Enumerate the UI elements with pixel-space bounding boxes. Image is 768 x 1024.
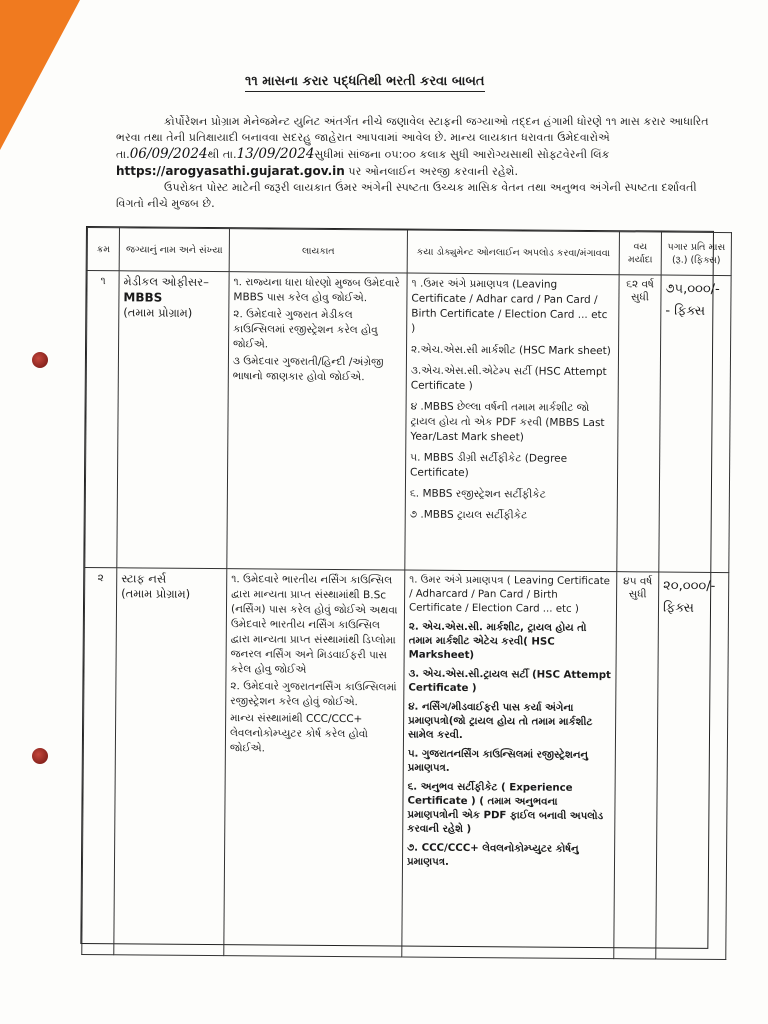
document-item: ૭ .MBBS ટ્રાયલ સર્ટીફીકેટ: [409, 508, 528, 522]
pay-fixed-label: ફિક્સ: [662, 600, 695, 616]
pay-cell: [656, 572, 729, 960]
document-title: ૧૧ માસના કરાર પદ્ધતિથી ભરતી કરવા બાબત: [245, 74, 485, 92]
post-program: (તમામ પ્રોગ્રામ): [123, 305, 193, 320]
header-no: ક્રમ: [87, 228, 119, 271]
header-age-limit: વય મર્યાદા: [619, 232, 661, 275]
intro-paragraph-2: ઉપરોક્ત પોસ્ટ માટેની જરૂરી લાયકાત ઉંમર અંગેની સ્પષ્ટતા ઉચ્ચક માસિક વેતન તથા અનુભવ અંગેની સ્પષ્ટતા દર્શાવતી વિગતો નીચે મુજબ છે.: [116, 181, 697, 210]
recruitment-table: [80, 226, 726, 949]
date-to: 13/09/2024: [236, 146, 315, 162]
document-item: ૨.એચ.એસ.સી માર્કશીટ (HSC Mark sheet): [410, 343, 611, 358]
intro-text-d: પર ઓનલાઈન અરજી કરવાની રહેશે.: [348, 165, 519, 178]
document-item: ૫. ગુજરાતનર્સિંગ કાઉન્સિલમાં રજીસ્ટ્રેશનનુ પ્રમાણપત્ર.: [407, 748, 589, 774]
table-row: [82, 568, 729, 960]
documents-cell: [402, 570, 617, 959]
header-qualification: લાયકાત: [229, 229, 407, 273]
qualification-cell: [227, 272, 407, 570]
post-name-cell: [114, 568, 227, 956]
document-item: ૭. CCC/CCC+ લેવલનોકોમ્પ્યુટર કોર્ષનુ પ્રમાણપત્ર.: [406, 842, 579, 868]
date-from: 06/09/2024: [129, 146, 208, 162]
table-header-row: [87, 228, 731, 276]
qualification-cell: [224, 569, 405, 957]
intro-text-a: કોર્પોરેશન પ્રોગ્રામ મેનેજમેન્ટ યુનિટ અંતર્ગત નીચે જણાવેલ સ્ટાફની જગ્યાઓ તદ્દન હંગામી ધોરણે ૧૧ માસ કરાર આધારિત ભરવા તથા તેની પ્રતિક્ષાયાદી બનાવવા સદરહુ જાહેરાત આપવામાં આવેલ છે. માન્ય લાયકાત ધરાવતા ઉમેદવારોએ તા.: [116, 115, 709, 161]
qualification-item: માન્ય સંસ્થામાંથી CCC/CCC+ લેવલનોકોમ્પ્યુટર કોર્ષ કરેલ હોવો જોઈએ.: [229, 712, 368, 755]
post-program: (તમામ પ્રોગ્રામ): [121, 586, 191, 601]
row-number: ૧: [85, 271, 119, 568]
qualification-item: ૧. રાજ્યના ધારા ધોરણો મુજબ ઉમેદવારે MBBS પાસ કરેલ હોવુ જોઈએ.: [233, 276, 400, 305]
pay-amount: ૭૫,૦૦૦/-: [665, 281, 720, 297]
header-post-name: જગ્યાનું નામ અને સંખ્યા: [119, 228, 229, 272]
table-row: [85, 271, 731, 573]
document-item: ૩. એચ.એસ.સી.ટ્રાયલ સર્ટી (HSC Attempt Certificate ): [408, 668, 611, 695]
document-item: ૧. ઉમર અંગે પ્રમાણપત્ર ( Leaving Certificate / Adharcard / Pan Card / Birth Certificate / Election Card ... etc ): [408, 574, 611, 615]
intro-text: [116, 114, 716, 212]
documents-cell: [405, 273, 619, 572]
pay-cell: [659, 275, 731, 573]
post-name-mbbs: MBBS: [123, 290, 163, 305]
qualification-item: ૨. ઉમેદવારે ગુજરાત મેડીકલ કાઉન્સિલમાં રજીસ્ટ્રેશન કરેલ હોવુ જોઈએ.: [233, 308, 378, 351]
document-item: ૩.એચ.એસ.સી.એટેમ્પ સર્ટી (HSC Attempt Certificate ): [410, 364, 607, 393]
qualification-item: ૧. ઉમેદવારે ભારતીય નર્સિંગ કાઉન્સિલ દ્વારા માન્યતા પ્રાપ્ત સંસ્થામાંથી B.Sc (નર્સિંગ) પાસ કરેલ હોવું જોઈએ અથવા ઉમેદવારે ભારતીય નર્સિંગ કાઉન્સિલ દ્વારા માન્યતા પ્રાપ્ત સંસ્થામાંથી ડિપ્લોમા જનરલ નર્સિંગ અને મિડવાઈફરી પાસ કરેલ હોવુ જોઈએ: [230, 573, 398, 676]
document-item: ૬. અનુભવ સર્ટીફીકેટ ( Experience Certificate ) ( તમામ અનુભવના પ્રમાણપત્રોની એક PDF ફાઈલ બનાવી અપલોડ કરવાની રહેશે ): [407, 781, 604, 836]
pay-amount: ૨૦,૦૦૦/-: [663, 578, 716, 594]
document-item: ૪. નર્સિંગ/મીડવાઈફરી પાસ કર્યા અંગેના પ્રમાણપત્રો(જો ટ્રાયલ હોય તો તમામ માર્કશીટ સામેલ કરવી.: [407, 701, 593, 741]
post-name: મેડીકલ ઓફીસર–: [123, 274, 209, 289]
intro-text-c: સુધીમાં સાંજના ૦૫:૦૦ કલાક સુધી આરોગ્યસાથી સોફ્ટવેરની લિંક: [314, 148, 610, 161]
post-name: સ્ટાફ નર્સ: [121, 571, 167, 586]
pay-fixed-label: - ફિક્સ: [665, 303, 706, 319]
portal-link[interactable]: https://arogyasathi.gujarat.gov.in: [116, 164, 345, 178]
document-item: ૫. MBBS ડીગ્રી સર્ટીફીકેટ (Degree Certificate): [410, 451, 568, 480]
document-item: ૬. MBBS રજીસ્ટ્રેશન સર્ટીફીકેટ: [409, 487, 546, 501]
punch-hole-bottom: [32, 748, 48, 764]
header-monthly-pay: પગાર પ્રતિ માસ (રૂ.) (ફિક્સ): [661, 232, 731, 276]
row-number: ૨: [82, 568, 117, 955]
document-item: ૧ .ઉમર અંગે પ્રમાણપત્ર (Leaving Certificate / Adhar card / Pan Card / Birth Certificate / Election Card ... etc ): [411, 277, 608, 335]
header-documents: કયા ડોક્યુમેન્ટ ઓનલાઈન અપલોડ કરવા/મંગાવવા: [407, 230, 619, 275]
punch-hole-top: [32, 352, 48, 368]
intro-paragraph-1: [116, 114, 716, 180]
age-limit: ૬૨ વર્ષ સુધી: [617, 275, 661, 572]
intro-text-b: થી તા.: [207, 148, 237, 161]
corner-fold: [0, 0, 80, 150]
document-item: ૨. એચ.એસ.સી. માર્કશીટ, ટ્રાયલ હોય તો તમામ માર્કશીટ એટેચ કરવી( HSC Marksheet): [408, 621, 587, 662]
qualification-item: ૩ ઉમેદવાર ગુજરાતી/હિન્દી /અંગ્રેજી ભાષાનો જાણકાર હોવો જોઈએ.: [232, 355, 384, 384]
qualification-item: ૨. ઉમેદવારે ગુજરાતનર્સિંગ કાઉન્સિલમાં રજીસ્ટ્રેશન કરેલ હોવું જોઈએ.: [230, 680, 397, 709]
post-name-cell: [117, 271, 229, 569]
document-item: ૪ .MBBS છેલ્લા વર્ષની તમામ માર્કશીટ જો ટ્રાયલ હોય તો એક PDF કરવી (MBBS Last Year/Last Mark sheet): [410, 400, 605, 444]
age-limit: ૪૫ વર્ષ સુધી: [614, 572, 659, 959]
